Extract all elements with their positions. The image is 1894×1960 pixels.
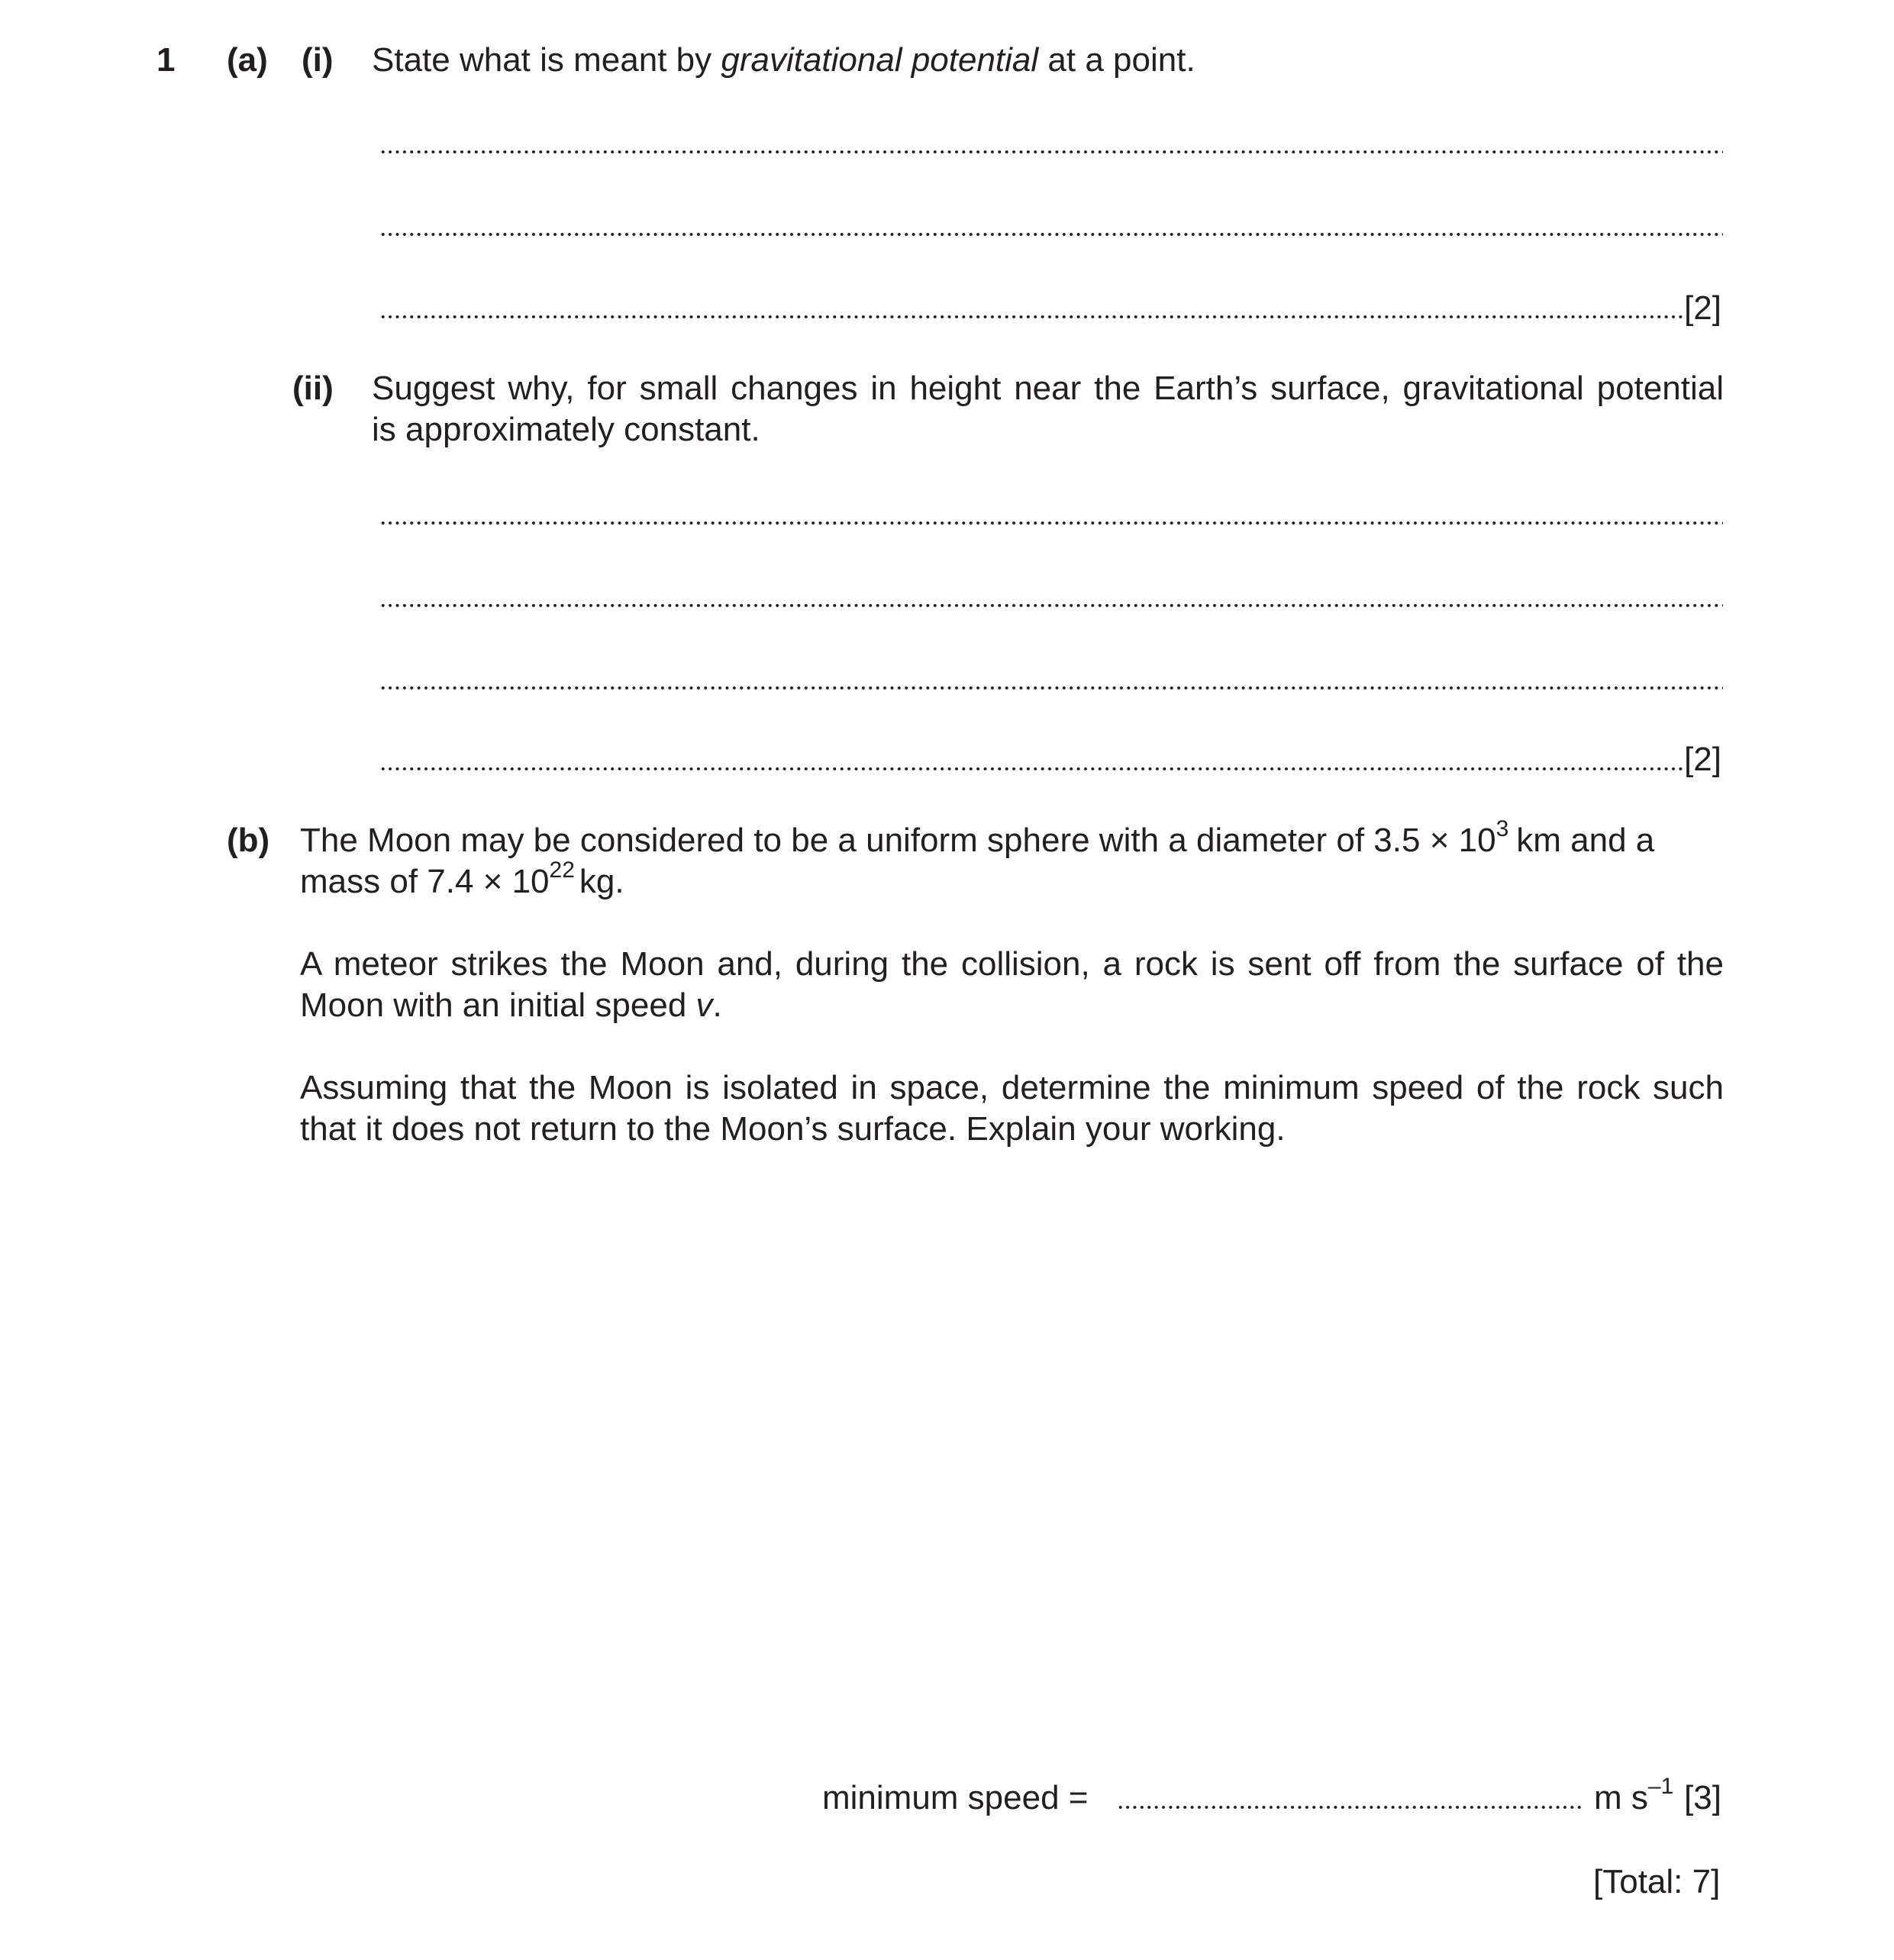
p1-line1-exponent: 3 bbox=[1496, 816, 1509, 842]
part-b-p3-line1: Assuming that the Moon is isolated in space, determine the minimum speed of the rock such bbox=[300, 1069, 1724, 1106]
part-b-label: (b) bbox=[227, 822, 270, 859]
question-number: 1 bbox=[156, 41, 176, 79]
sub-i-label: (i) bbox=[302, 41, 334, 79]
unit-exponent: –1 bbox=[1647, 1774, 1674, 1800]
p2-line2-text: Moon with an initial speed bbox=[300, 986, 696, 1024]
answer-line[interactable] bbox=[379, 148, 1723, 156]
unit-text: m s bbox=[1594, 1779, 1648, 1816]
sub-i-text-italic: gravitational potential bbox=[721, 41, 1039, 79]
p1-line2-unit: kg. bbox=[579, 863, 624, 900]
part-b-p2-line2 bbox=[300, 985, 722, 1026]
answer-line[interactable] bbox=[379, 231, 1723, 238]
answer-unit bbox=[1594, 1774, 1674, 1819]
part-b-p3-line2: that it does not return to the Moon’s surface. Explain your working. bbox=[300, 1110, 1286, 1148]
part-b-p1-line1 bbox=[300, 816, 1724, 861]
answer-line[interactable] bbox=[379, 313, 1683, 321]
total-marks: [Total: 7] bbox=[1593, 1863, 1721, 1900]
p2-line2-end: . bbox=[712, 986, 722, 1024]
marks-label: [3] bbox=[1684, 1779, 1721, 1816]
p1-line2-text: mass of 7.4 × 10 bbox=[300, 863, 550, 900]
sub-i-text-after: at a point. bbox=[1038, 41, 1195, 79]
marks-label: [2] bbox=[1684, 741, 1721, 778]
sub-ii-line1: Suggest why, for small changes in height near the Earth’s surface, gravitational potential bbox=[372, 370, 1724, 407]
p1-line1-words bbox=[300, 816, 1655, 861]
answer-line[interactable] bbox=[379, 684, 1723, 692]
sub-i-text-before: State what is meant by bbox=[372, 41, 721, 79]
answer-label: minimum speed = bbox=[822, 1779, 1089, 1816]
part-b-p1-line2 bbox=[300, 857, 624, 903]
sub-ii-line2: is approximately constant. bbox=[372, 411, 760, 448]
answer-line[interactable] bbox=[379, 602, 1723, 609]
part-b-p2-line1: A meteor strikes the Moon and, during the collision, a rock is sent off from the surface of the bbox=[300, 945, 1724, 983]
part-a-label: (a) bbox=[227, 41, 268, 79]
sub-ii-label: (ii) bbox=[292, 370, 334, 407]
answer-line[interactable] bbox=[379, 765, 1683, 773]
marks-label: [2] bbox=[1684, 289, 1721, 327]
p1-line2-exponent: 22 bbox=[549, 857, 575, 883]
answer-field[interactable] bbox=[1117, 1803, 1584, 1811]
speed-variable: v bbox=[695, 986, 713, 1024]
answer-line[interactable] bbox=[379, 519, 1723, 527]
p1-line1-text: The Moon may be considered to be a uniform sphere with a diameter of 3.5 × 10 bbox=[300, 822, 1496, 859]
p1-line1-unit: km and a bbox=[1516, 822, 1655, 859]
sub-i-question bbox=[372, 40, 1195, 81]
